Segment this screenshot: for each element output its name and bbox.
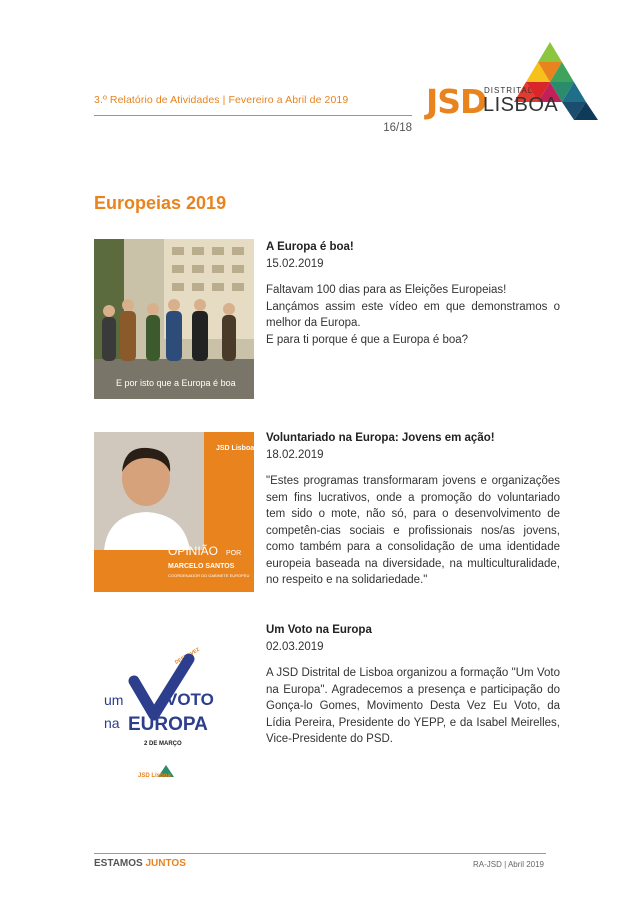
footer-divider — [94, 853, 546, 854]
article-um-voto — [266, 622, 560, 748]
opiniao-heading: OPINIÃO — [168, 544, 219, 558]
desta-vez-badge: DESTA VEZ — [174, 646, 201, 666]
footer-slogan — [94, 858, 186, 869]
na-text: na — [104, 715, 120, 731]
logo-distrital-text: DISTRITAL — [484, 86, 534, 95]
opiniao-brand: JSD Lisboa — [216, 445, 254, 452]
logo-lisboa-text: LISBOA — [483, 94, 559, 116]
article-title: Voluntariado na Europa: Jovens em ação! — [266, 432, 495, 444]
europa-boa-photo[interactable] — [94, 239, 254, 399]
photo-caption: E por isto que a Europa é boa — [116, 378, 236, 388]
opiniao-role: COORDENADOR DO GABINETE EUROPEU — [168, 573, 250, 578]
event-date: 2 DE MARÇO — [144, 741, 182, 747]
um-voto-graphic — [94, 627, 254, 787]
footer-reference: RA-JSD | Abril 2019 — [473, 860, 544, 869]
opiniao-image[interactable] — [94, 432, 254, 592]
group-photo-image — [94, 239, 254, 399]
section-title: Europeias 2019 — [94, 193, 227, 213]
article-europa-boa — [266, 239, 560, 348]
report-header: 3.º Relatório de Atividades | Fevereiro a Abril de 2019 — [94, 94, 349, 106]
logo-jsd-text: JSD — [426, 82, 487, 121]
um-text: um — [104, 692, 124, 708]
voto-text: VOTO — [166, 690, 214, 709]
footer-slogan-a: ESTAMOS — [94, 858, 143, 869]
article-date: 15.02.2019 — [266, 257, 324, 270]
article-body: "Estes programas transformaram jovens e organizações sem fins lucrativos, onde a promoção do voluntariado tem sido o mote, não só, para o desenvolvimento de competên-cias sociais e profissionais nos/as jovens, como também para a consolidação de uma identidade europeia baseada na diversidade, na multiculturalidade, no respeito e na solidariedade." — [266, 475, 560, 586]
article-title: Um Voto na Europa — [266, 624, 372, 636]
small-brand: JSD Lisboa — [138, 773, 171, 779]
article-date: 02.03.2019 — [266, 640, 324, 653]
article-title: A Europa é boa! — [266, 241, 354, 253]
header-divider — [94, 115, 412, 116]
article-body: A JSD Distrital de Lisboa organizou a formação "Um Voto na Europa". Agradecemos a presença e participação do Gonça-lo Gomes, Movimento Desta Vez Eu Voto, da Lídia Pereira, Presidente do YEPP, e da Isabel Meirelles, Vice-Presidente do PSD. — [266, 667, 560, 745]
opiniao-name: MARCELO SANTOS — [168, 563, 235, 570]
opiniao-graphic — [94, 432, 254, 592]
article-voluntariado — [266, 430, 560, 589]
article-date: 18.02.2019 — [266, 448, 324, 461]
opiniao-por: POR — [226, 550, 242, 557]
um-voto-image[interactable] — [94, 627, 254, 787]
page-number: 16/18 — [383, 122, 412, 134]
europa-text: EUROPA — [128, 714, 208, 735]
footer-slogan-b: JUNTOS — [145, 858, 186, 869]
jsd-lisboa-logo — [426, 42, 602, 122]
article-body: Faltavam 100 dias para as Eleições Europeias! Lançámos assim este vídeo em que demonstramos o melhor da Europa. E para ti porque é que a Europa é boa? — [266, 284, 560, 346]
